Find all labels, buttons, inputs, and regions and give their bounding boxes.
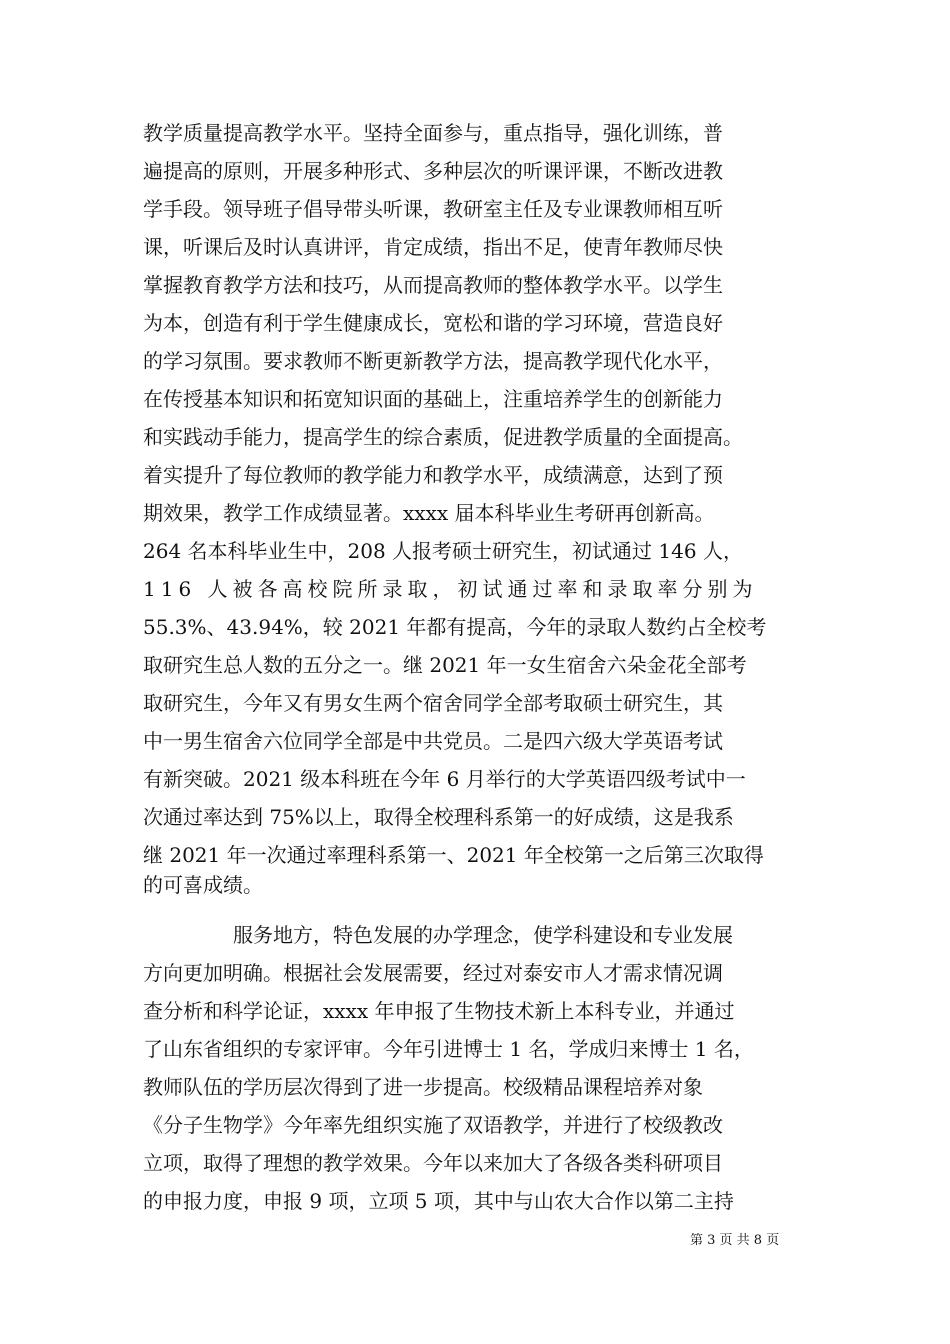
paragraph-1-line-15: 取研究生总人数的五分之一。继 2021 年一女生宿舍六朵金花全部考	[143, 653, 747, 677]
paragraph-1-line-13: 116 人被各高校院所录取，初试通过率和录取率分别为	[143, 577, 758, 601]
page-footer: 第 3 页 共 8 页	[690, 1233, 780, 1248]
paragraph-1-line-20: 继 2021 年一次通过率理科系第一、2021 年全校第一之后第三次取得	[143, 843, 764, 867]
paragraph-2-line-5: 教师队伍的学历层次得到了进一步提高。校级精品课程培养对象	[143, 1075, 703, 1099]
paragraph-1-line-19: 次通过率达到 75%以上，取得全校理科系第一的好成绩，这是我系	[143, 805, 734, 829]
paragraph-2-line-8: 的申报力度，申报 9 项，立项 5 项，其中与山农大合作以第二主持	[143, 1189, 734, 1213]
paragraph-1-line-10: 着实提升了每位教师的教学能力和教学水平，成绩满意，达到了预	[143, 463, 723, 487]
paragraph-1-line-3: 学手段。领导班子倡导带头听课，教研室主任及专业课教师相互听	[143, 197, 723, 221]
paragraph-2-line-7: 立项，取得了理想的教学效果。今年以来加大了各级各类科研项目	[143, 1151, 723, 1175]
paragraph-1-line-17: 中一男生宿舍六位同学全部是中共党员。二是四六级大学英语考试	[143, 729, 723, 753]
paragraph-2-line-2: 方向更加明确。根据社会发展需要，经过对泰安市人才需求情况调	[143, 961, 723, 985]
paragraph-1-line-8: 在传授基本知识和拓宽知识面的基础上，注重培养学生的创新能力	[143, 387, 723, 411]
paragraph-1-line-1: 教学质量提高教学水平。坚持全面参与，重点指导，强化训练，普	[143, 121, 723, 145]
paragraph-1-line-6: 为本，创造有利于学生健康成长，宽松和谐的学习环境，营造良好	[143, 311, 723, 335]
paragraph-1-line-21: 的可喜成绩。	[143, 873, 263, 897]
paragraph-2-line-6: 《分子生物学》今年率先组织实施了双语教学，并进行了校级教改	[143, 1113, 723, 1137]
paragraph-1-line-7: 的学习氛围。要求教师不断更新教学方法，提高教学现代化水平，	[143, 349, 723, 373]
paragraph-2-line-3: 查分析和科学论证，xxxx 年申报了生物技术新上本科专业，并通过	[143, 999, 735, 1023]
paragraph-1-line-14: 55.3%、43.94%，较 2021 年都有提高，今年的录取人数约占全校考	[143, 615, 767, 639]
paragraph-1-line-5: 掌握教育教学方法和技巧，从而提高教师的整体教学水平。以学生	[143, 273, 723, 297]
paragraph-1-line-18: 有新突破。2021 级本科班在今年 6 月举行的大学英语四级考试中一	[143, 767, 746, 791]
paragraph-1-line-4: 课，听课后及时认真讲评，肯定成绩，指出不足，使青年教师尽快	[143, 235, 723, 259]
paragraph-1-line-2: 遍提高的原则，开展多种形式、多种层次的听课评课，不断改进教	[143, 159, 723, 183]
paragraph-1-line-11: 期效果，教学工作成绩显著。xxxx 届本科毕业生考研再创新高。	[143, 501, 715, 525]
paragraph-2-line-4: 了山东省组织的专家评审。今年引进博士 1 名，学成归来博士 1 名，	[143, 1037, 754, 1061]
paragraph-2-line-1: 服务地方，特色发展的办学理念，使学科建设和专业发展	[233, 923, 733, 947]
paragraph-1-line-12: 264 名本科毕业生中，208 人报考硕士研究生，初试通过 146 人，	[143, 539, 743, 563]
paragraph-1-line-16: 取研究生，今年又有男女生两个宿舍同学全部考取硕士研究生，其	[143, 691, 723, 715]
paragraph-1-line-9: 和实践动手能力，提高学生的综合素质，促进教学质量的全面提高。	[143, 425, 743, 449]
